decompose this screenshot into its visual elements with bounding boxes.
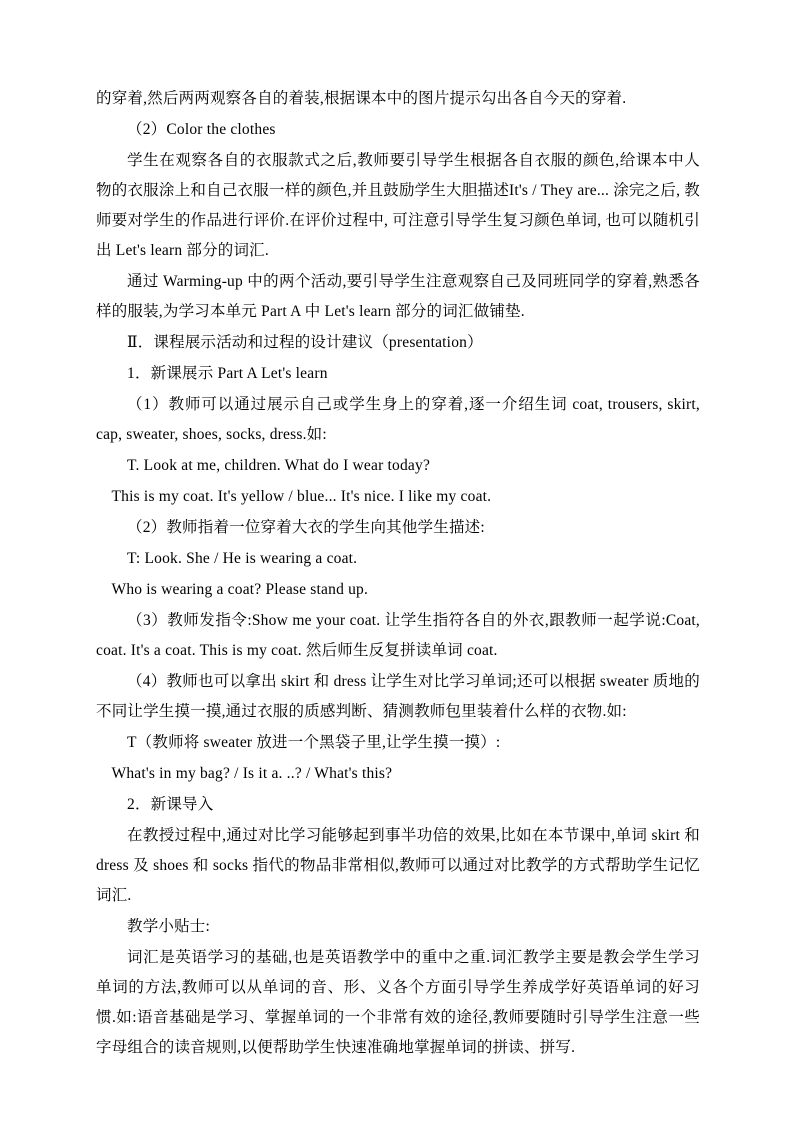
paragraph: Ⅱ．课程展示活动和过程的设计建议（presentation）	[127, 334, 483, 351]
paragraph: 的穿着,然后两两观察各自的着装,根据课本中的图片提示勾出各自今天的穿着.	[96, 90, 627, 107]
paragraph: T. Look at me, children. What do I wear today?	[127, 457, 431, 474]
paragraph: What's in my bag? / Is it a. ..? / What's this?	[111, 765, 393, 782]
paragraph: （2）教师指着一位穿着大衣的学生向其他学生描述:	[127, 519, 485, 536]
paragraph: 通过 Warming-up 中的两个活动,要引导学生注意观察自己及同班同学的穿着,熟悉各样的服装,为学习本单元 Part A 中 Let's learn 部分的词汇做铺垫.	[96, 273, 700, 320]
paragraph: 学生在观察各自的衣服款式之后,教师要引导学生根据各自衣服的颜色,给课本中人物的衣服涂上和自己衣服一样的颜色,并且鼓励学生大胆描述It's / They are... 涂完之后, 教师要对学生的作品进行评价.在评价过程中, 可注意引导学生复习颜色单词, 也可以随机引出 Let's learn 部分的词汇.	[96, 152, 700, 259]
paragraph: （2）Color the clothes	[127, 121, 276, 138]
paragraph: Who is wearing a coat? Please stand up.	[111, 581, 369, 598]
paragraph: 词汇是英语学习的基础,也是英语教学中的重中之重.词汇教学主要是教会学生学习单词的方法,教师可以从单词的音、形、义各个方面引导学生养成学好英语单词的好习惯.如:语音基础是学习、掌握单词的一个非常有效的途径,教师要随时引导学生注意一些字母组合的读音规则,以便帮助学生快速准确地掌握单词的拼读、拼写.	[96, 949, 700, 1056]
paragraph: 在教授过程中,通过对比学习能够起到事半功倍的效果,比如在本节课中,单词 skirt 和 dress 及 shoes 和 socks 指代的物品非常相似,教师可以通过对比教学的方式帮助学生记忆词汇.	[96, 827, 700, 904]
paragraph: T（教师将 sweater 放进一个黑袋子里,让学生摸一摸）:	[127, 734, 501, 751]
paragraph: 2．新课导入	[127, 796, 214, 813]
paragraph: （1）教师可以通过展示自己或学生身上的穿着,逐一介绍生词 coat, trousers, skirt, cap, sweater, shoes, socks, dress.如:	[96, 396, 700, 443]
paragraph: This is my coat. It's yellow / blue... It's nice. I like my coat.	[111, 488, 492, 505]
paragraph: 1．新课展示 Part A Let's learn	[127, 365, 328, 382]
paragraph: （3）教师发指令:Show me your coat. 让学生指符各自的外衣,跟教师一起学说:Coat, coat. It's a coat. This is my coat. 然后师生反复拼读单词 coat.	[96, 612, 700, 659]
paragraph: （4）教师也可以拿出 skirt 和 dress 让学生对比学习单词;还可以根据 sweater 质地的不同让学生摸一摸,通过衣服的质感判断、猜测教师包里装着什么样的衣物.如:	[96, 673, 700, 720]
paragraph: 教学小贴士:	[127, 918, 211, 935]
paragraph: T: Look. She / He is wearing a coat.	[127, 550, 358, 567]
document-body	[96, 84, 700, 1064]
